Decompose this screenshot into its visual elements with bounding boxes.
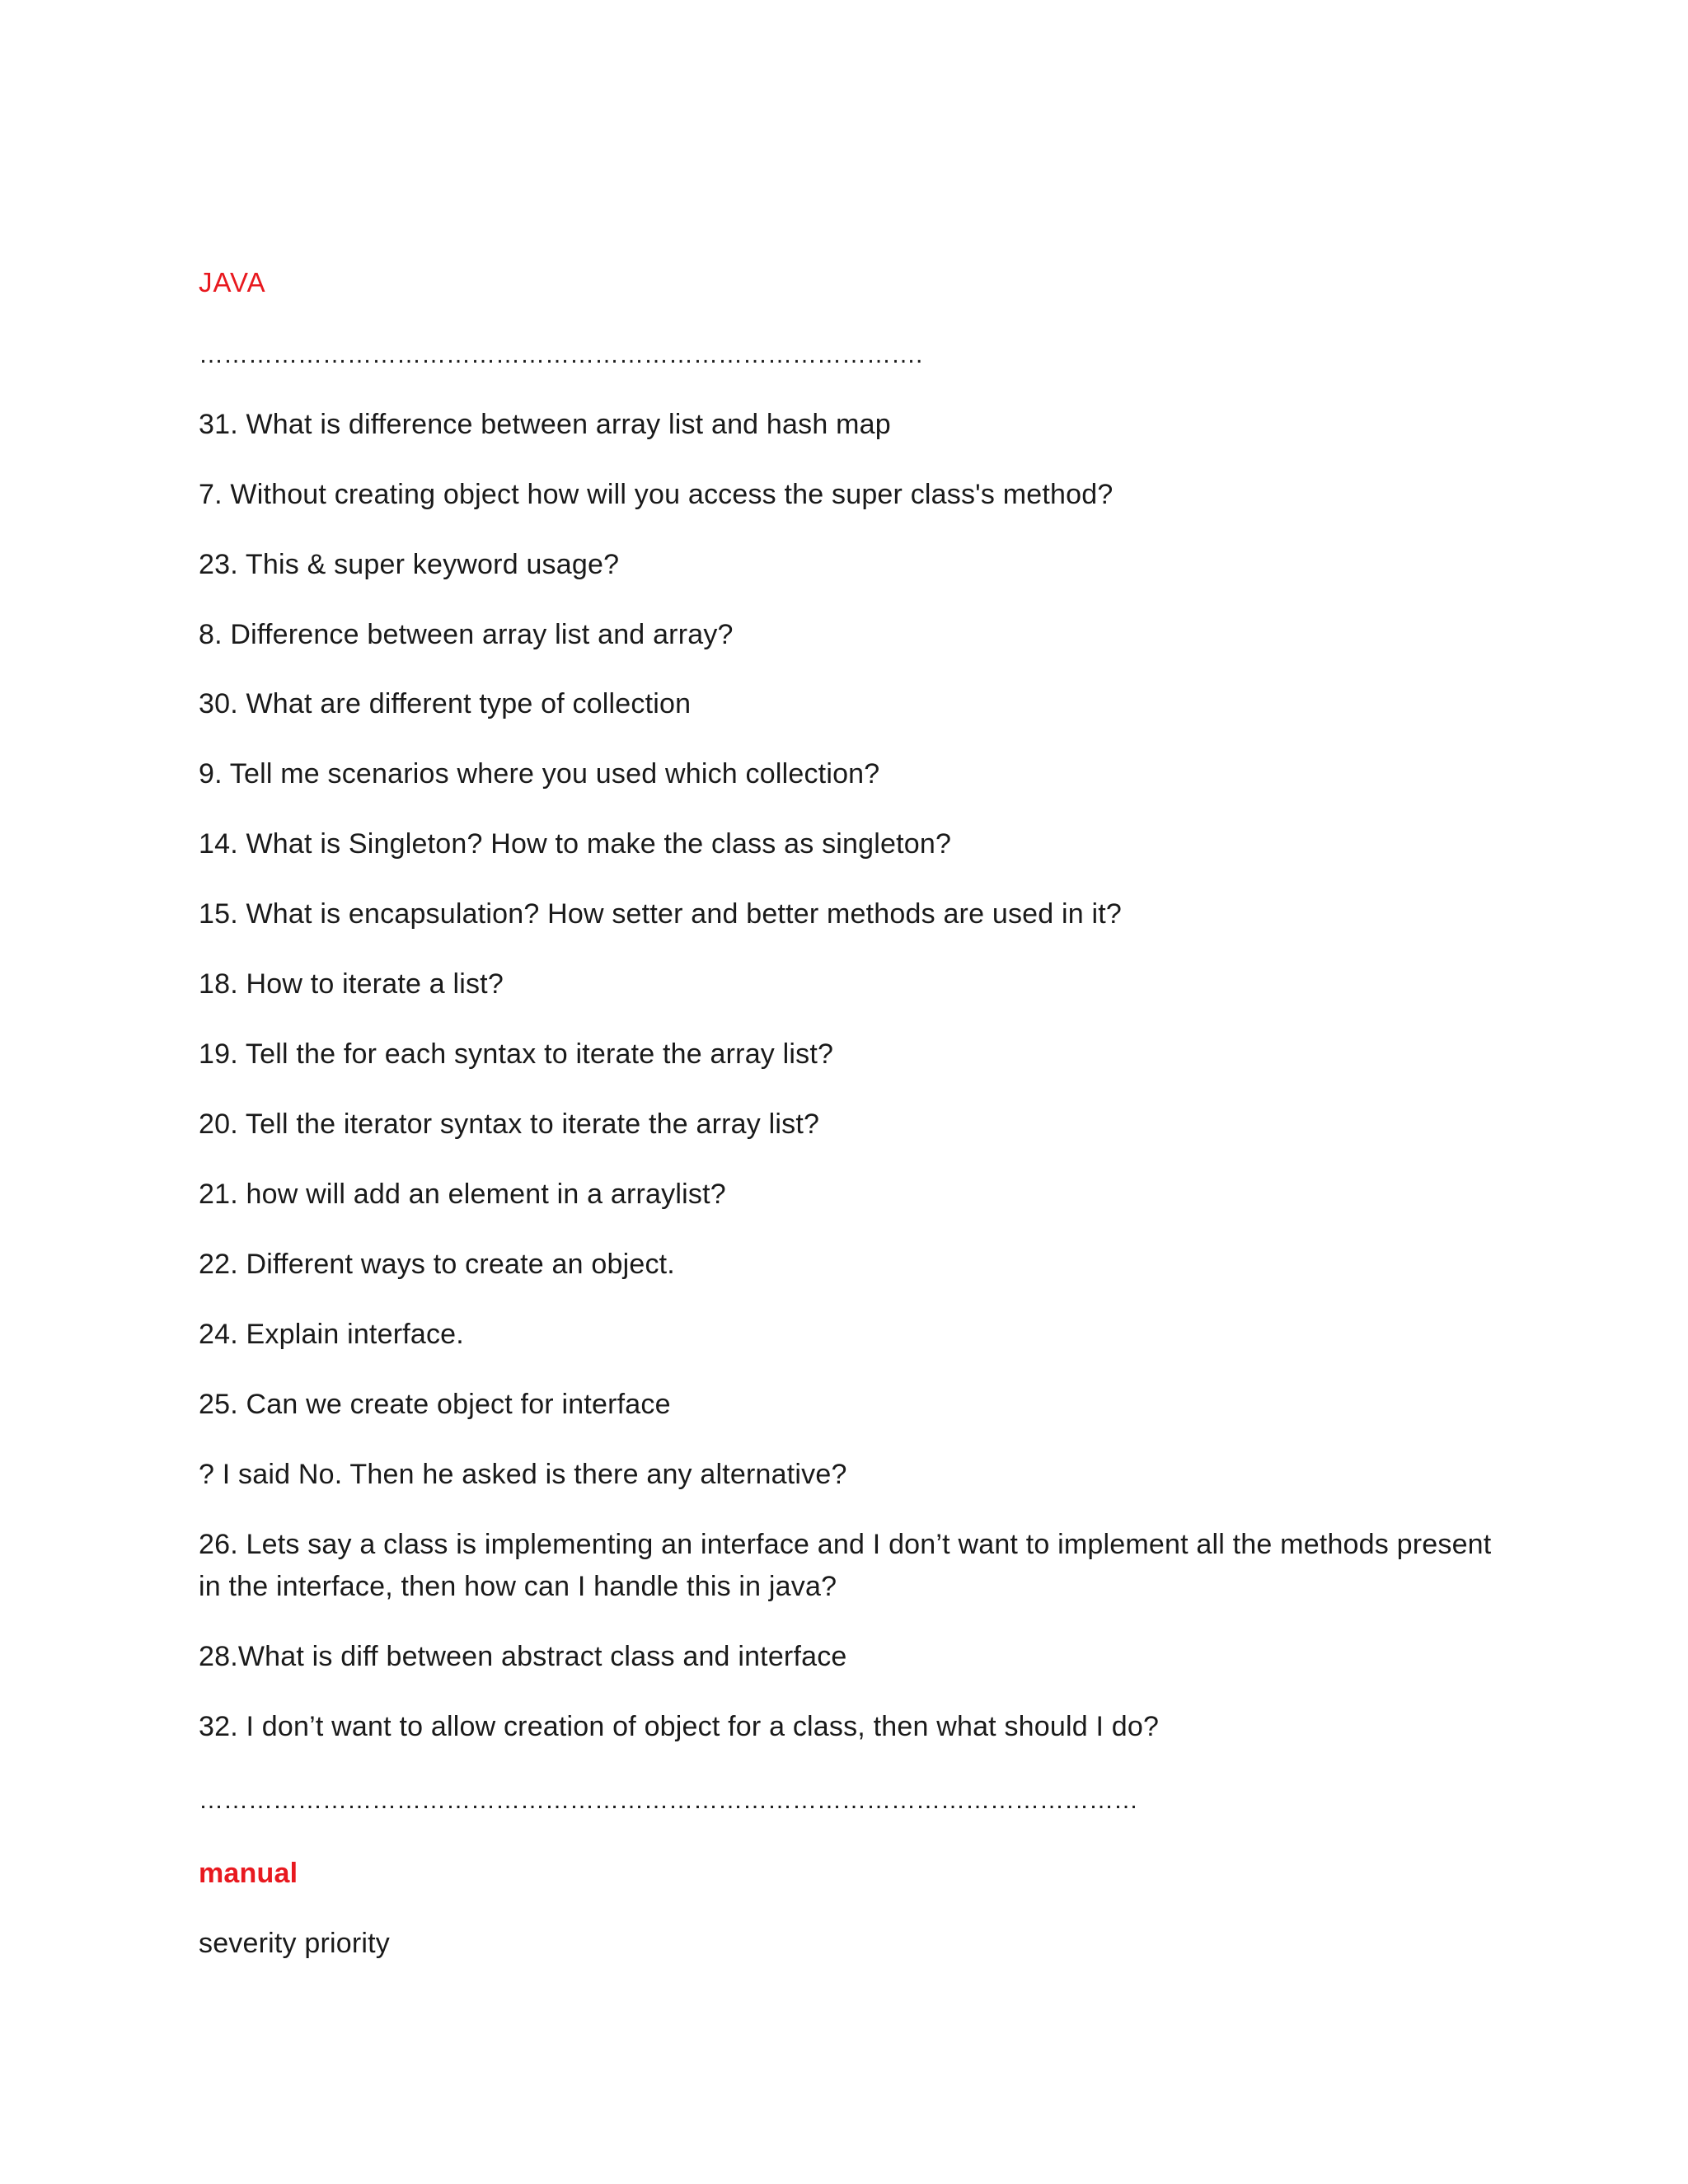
question-line: ? I said No. Then he asked is there any alternative?: [199, 1459, 847, 1490]
manual-text: severity priority: [199, 1928, 391, 1959]
question-line: 18. How to iterate a list?: [199, 968, 504, 1000]
question-line: 30. What are different type of collection: [199, 688, 692, 719]
manual-heading: manual: [199, 1858, 298, 1889]
question-line: 9. Tell me scenarios where you used which collection?: [199, 758, 880, 790]
question-line: 20. Tell the iterator syntax to iterate the array list?: [199, 1108, 820, 1140]
question-line: 14. What is Singleton? How to make the class as singleton?: [199, 828, 952, 860]
question-line: 28.What is diff between abstract class and interface: [199, 1641, 847, 1672]
question-line: 26. Lets say a class is implementing an interface and I don’t want to implement all the methods present: [199, 1529, 1492, 1560]
question-line: 32. I don’t want to allow creation of object for a class, then what should I do?: [199, 1711, 1160, 1742]
divider-bottom: ……………………………………………………………………………………………………: [199, 1787, 1138, 1814]
question-line: 19. Tell the for each syntax to iterate the array list?: [199, 1038, 834, 1070]
java-heading: JAVA: [199, 267, 266, 298]
question-line: 8. Difference between array list and array?: [199, 619, 734, 650]
question-line-continuation: in the interface, then how can I handle this in java?: [199, 1571, 837, 1602]
question-line: 15. What is encapsulation? How setter and better methods are used in it?: [199, 898, 1123, 930]
question-line: 21. how will add an element in a arraylist?: [199, 1179, 726, 1210]
divider-top: …………………………………………………………………………….: [199, 341, 923, 368]
question-line: 25. Can we create object for interface: [199, 1389, 671, 1420]
question-line: 7. Without creating object how will you access the super class's method?: [199, 479, 1114, 510]
question-line: 24. Explain interface.: [199, 1319, 464, 1350]
question-line: 23. This & super keyword usage?: [199, 549, 620, 580]
question-line: 22. Different ways to create an object.: [199, 1249, 675, 1280]
question-line: 31. What is difference between array list and hash map: [199, 409, 891, 440]
